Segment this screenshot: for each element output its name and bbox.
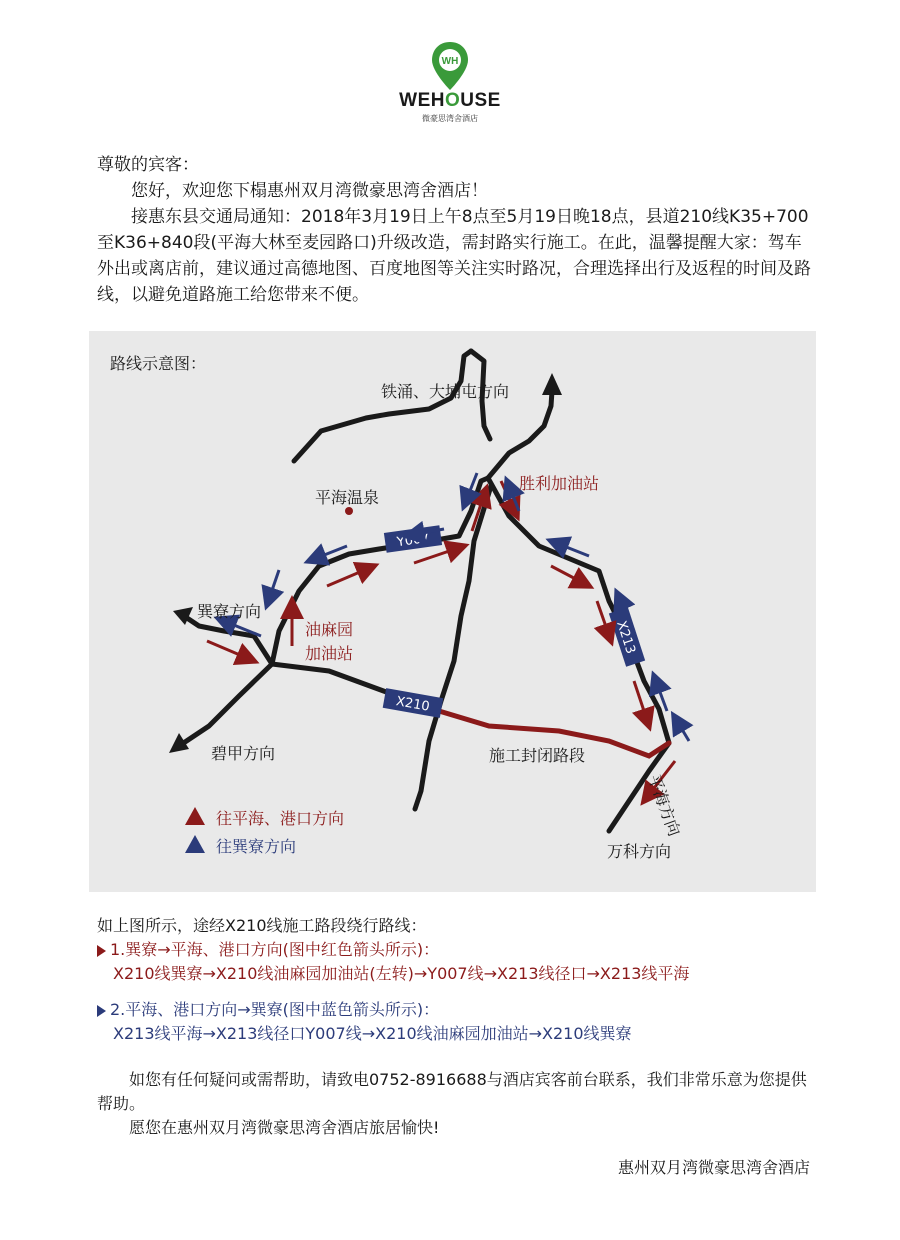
road-badge-x210 — [383, 688, 444, 718]
label-youmayuan-2: 加油站 — [305, 644, 354, 663]
legend-red-label: 往平海、港口方向 — [216, 809, 345, 828]
logo-initials: WH — [441, 56, 459, 67]
notice-letter — [97, 152, 817, 308]
legend-blue-triangle — [185, 835, 205, 853]
svg-text:X210: X210 — [394, 694, 431, 715]
signature: 惠州双月湾微豪思湾舍酒店 — [617, 1158, 810, 1177]
road-network — [294, 351, 491, 809]
hotel-logo — [395, 40, 505, 140]
location-pin-icon — [430, 40, 470, 92]
route-description — [97, 914, 817, 1046]
route-2-path: X213线平海→X213线径口Y007线→X210线油麻园加油站→X210线巽寮 — [113, 1024, 632, 1043]
label-pinghai-spring: 平海温泉 — [315, 488, 380, 507]
route-intro: 如上图所示，途经X210线施工路段绕行路线： — [97, 916, 427, 935]
blue-arrow — [674, 716, 689, 741]
red-arrow — [414, 546, 464, 563]
route-map — [89, 331, 816, 892]
label-construction: 施工封闭路段 — [489, 746, 586, 765]
blue-bullet-icon — [97, 1005, 106, 1017]
greeting: 您好，欢迎您下榻惠州双月湾微豪思湾舍酒店！ — [131, 181, 488, 201]
label-wanke: 万科方向 — [607, 842, 672, 861]
road-y007 — [294, 351, 471, 461]
closing-text — [97, 1068, 817, 1140]
road-bijia — [179, 664, 272, 746]
route-1-title: 1.巽寮→平海、港口方向(图中红色箭头所示)： — [97, 938, 817, 962]
legend-red-triangle — [185, 807, 205, 825]
red-arrow — [551, 566, 589, 586]
route-2-title: 2.平海、港口方向→巽寮(图中蓝色箭头所示)： — [97, 998, 817, 1022]
red-arrow — [327, 566, 374, 586]
label-shengli: 胜利加油站 — [519, 474, 600, 493]
logo-subtitle: 微豪思湾舍酒店 — [422, 114, 478, 123]
red-bullet-icon — [97, 945, 106, 957]
help-text: 如您有任何疑问或需帮助，请致电0752-8916688与酒店宾客前台联系，我们非常乐意为您提供帮助。 — [97, 1070, 807, 1113]
blue-arrow — [267, 570, 279, 605]
label-youmayuan-1: 油麻园 — [305, 620, 354, 639]
road-north — [488, 391, 552, 478]
svg-text:Y007: Y007 — [395, 530, 431, 551]
red-arrow — [597, 601, 611, 641]
road-badge-y007 — [384, 525, 442, 553]
red-arrow — [207, 641, 254, 661]
label-xunliao: 巽寮方向 — [197, 602, 262, 621]
label-tieyong: 铁涌、大埔屯方向 — [381, 382, 510, 401]
map-title: 路线示意图： — [110, 354, 207, 373]
route-1-path: X210线巽寮→X210线油麻园加油站(左转)→Y007线→X213线径口→X213线平海 — [113, 964, 690, 983]
road-notice: 接惠东县交通局通知：2018年3月19日上午8点至5月19日晚18点，县道210线K35+700至K36+840段(平海大林至麦园路口)升级改造，需封路实行施工。在此，温馨提醒大家：驾车外出或离店前，建议通过高德地图、百度地图等关注实时路况，合理选择出行及返程的时间及路线，以避免道路施工给您带来不便。 — [97, 207, 811, 305]
label-pinghai-dir: 平海方向 — [644, 772, 685, 839]
logo-wordmark: WEHOUSE — [399, 90, 501, 111]
legend-blue-label: 往巽寮方向 — [216, 837, 297, 856]
svg-text:X213: X213 — [613, 619, 638, 656]
hot-spring-marker — [345, 507, 353, 515]
label-bijia: 碧甲方向 — [211, 744, 276, 763]
wish-text: 愿您在惠州双月湾微豪思湾舍酒店旅居愉快! — [129, 1118, 440, 1137]
tieyong-arrow-icon — [542, 373, 562, 395]
salutation: 尊敬的宾客： — [97, 155, 199, 175]
